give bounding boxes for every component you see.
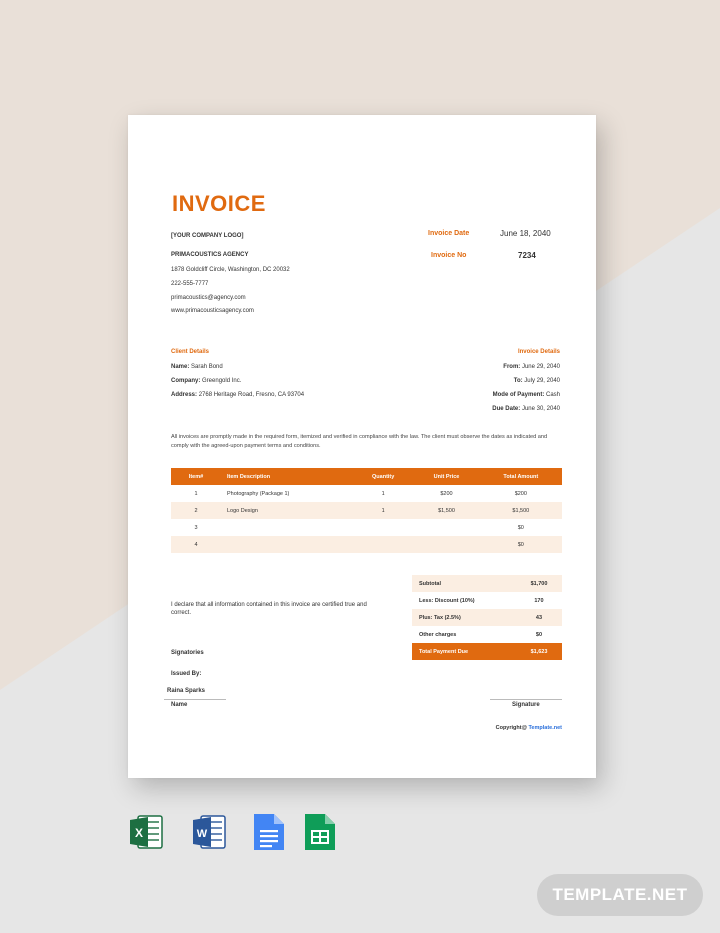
signature-caption: Signature: [512, 702, 540, 708]
totals-row-tax: [412, 609, 562, 626]
invoice-details-heading: Invoice Details: [517, 349, 560, 355]
copyright-link[interactable]: Template.net: [528, 725, 562, 731]
item-unit-price: [413, 536, 479, 553]
from-value: June 29, 2040: [521, 364, 560, 370]
payment-mode-label: Mode of Payment:: [492, 392, 545, 398]
totals-table: [412, 575, 562, 660]
excel-icon[interactable]: [128, 812, 164, 852]
company-address: 1878 Goldcliff Circle, Washington, DC 20032: [171, 267, 290, 273]
table-row: [171, 485, 562, 502]
totals-value: $1,623: [516, 643, 562, 660]
col-unit-price: Unit Price: [413, 468, 479, 485]
totals-row-other: [412, 626, 562, 643]
totals-label: Other charges: [419, 631, 457, 638]
issuer-name: Raina Sparks: [167, 688, 206, 694]
company-name: PRIMACOUSTICS AGENCY: [171, 252, 249, 258]
table-row: [171, 519, 562, 536]
client-company-row: [171, 378, 241, 384]
client-address-value: 2768 Heritage Road, Fresno, CA 93704: [198, 392, 305, 398]
due-date-row: [492, 406, 560, 412]
client-name-value: Sarah Bond: [191, 364, 223, 370]
client-name-row: [171, 364, 223, 370]
client-address-row: [171, 392, 304, 398]
client-address-label: Address:: [171, 392, 198, 398]
item-total: $0: [517, 524, 524, 531]
totals-label: Less: Discount (10%): [419, 597, 475, 604]
item-number: 4: [171, 536, 221, 553]
item-quantity: [353, 536, 413, 553]
item-number: 3: [194, 524, 198, 531]
to-label: To:: [513, 378, 523, 384]
name-caption: Name: [171, 702, 188, 708]
payment-mode-row: [493, 392, 560, 398]
google-sheets-icon[interactable]: [301, 812, 337, 852]
client-name-label: Name:: [171, 364, 190, 370]
name-signature-line: [164, 699, 226, 700]
signatories-heading: Signatories: [171, 650, 204, 656]
item-total: $0: [480, 536, 562, 553]
totals-row-discount: [412, 592, 562, 609]
copyright-text: Copyright@: [495, 725, 527, 731]
svg-text:X: X: [134, 826, 144, 840]
payment-mode-value: Cash: [545, 392, 560, 398]
item-description: [221, 536, 353, 553]
table-row: [171, 502, 562, 519]
totals-value: 43: [516, 609, 562, 626]
item-quantity: 1: [381, 490, 385, 497]
word-icon[interactable]: [191, 812, 227, 852]
svg-text:W: W: [196, 828, 208, 840]
company-website: www.primacousticsagency.com: [171, 308, 254, 314]
totals-value: $0: [535, 631, 543, 638]
signature-line: [490, 699, 562, 700]
item-number: 1: [194, 490, 198, 497]
declaration-text: I declare that all information contained in this invoice are certified true and correct.: [171, 602, 367, 616]
item-quantity: 1: [353, 502, 413, 519]
totals-label: Total Payment Due: [412, 643, 516, 660]
invoice-number-value: 7234: [518, 251, 536, 260]
due-date-label: Due Date:: [492, 406, 521, 412]
totals-value: $1,700: [516, 575, 562, 592]
due-date-value: June 30, 2040: [521, 406, 560, 412]
client-details-heading: Client Details: [171, 349, 210, 355]
col-quantity: Quantity: [353, 468, 413, 485]
issued-by-label: Issued By:: [171, 671, 202, 677]
invoice-page: [128, 115, 596, 778]
company-phone: 222-555-7777: [171, 281, 209, 287]
totals-row-grand-total: [412, 643, 562, 660]
items-header-row: [171, 468, 562, 485]
col-total-amount: Total Amount: [480, 468, 562, 485]
table-row: [171, 536, 562, 553]
copyright-note: [496, 725, 562, 731]
from-row: [503, 364, 560, 370]
invoice-date-value: June 18, 2040: [500, 229, 551, 238]
company-logo-placeholder: [YOUR COMPANY LOGO]: [171, 233, 244, 239]
invoice-title: INVOICE: [172, 191, 266, 216]
item-description: Photography (Package 1): [227, 490, 290, 497]
items-table: [171, 468, 562, 553]
company-email: primacoustics@agency.com: [171, 295, 246, 301]
item-number: 2: [171, 502, 221, 519]
item-total: $1,500: [480, 502, 562, 519]
client-company-label: Company:: [171, 378, 201, 384]
col-item-number: Item#: [171, 468, 221, 485]
to-value: July 29, 2040: [524, 378, 560, 384]
col-description: Item Description: [221, 468, 353, 485]
item-total: $200: [514, 490, 527, 497]
to-row: [514, 378, 560, 384]
totals-row-subtotal: [412, 575, 562, 592]
template-net-badge[interactable]: TEMPLATE.NET: [537, 874, 703, 916]
totals-label: Subtotal: [412, 575, 516, 592]
terms-paragraph: All invoices are promptly made in the required form, itemized and verified in compliance with the law. The client must observe the dates as indicated and comply with the agreed-upon payment terms and conditions.: [171, 434, 548, 449]
item-unit-price: $1,500: [413, 502, 479, 519]
invoice-date-label: Invoice Date: [428, 230, 470, 237]
invoice-number-label: Invoice No: [431, 252, 467, 259]
from-label: From:: [503, 364, 521, 370]
item-quantity: [353, 519, 413, 536]
client-company-value: Greengold Inc.: [202, 378, 242, 384]
item-unit-price: $200: [440, 490, 453, 497]
item-description: [221, 519, 353, 536]
item-unit-price: [413, 519, 479, 536]
totals-value: 170: [534, 597, 544, 604]
google-docs-icon[interactable]: [250, 812, 286, 852]
item-description: Logo Design: [221, 502, 353, 519]
totals-label: Plus: Tax (2.5%): [412, 609, 516, 626]
